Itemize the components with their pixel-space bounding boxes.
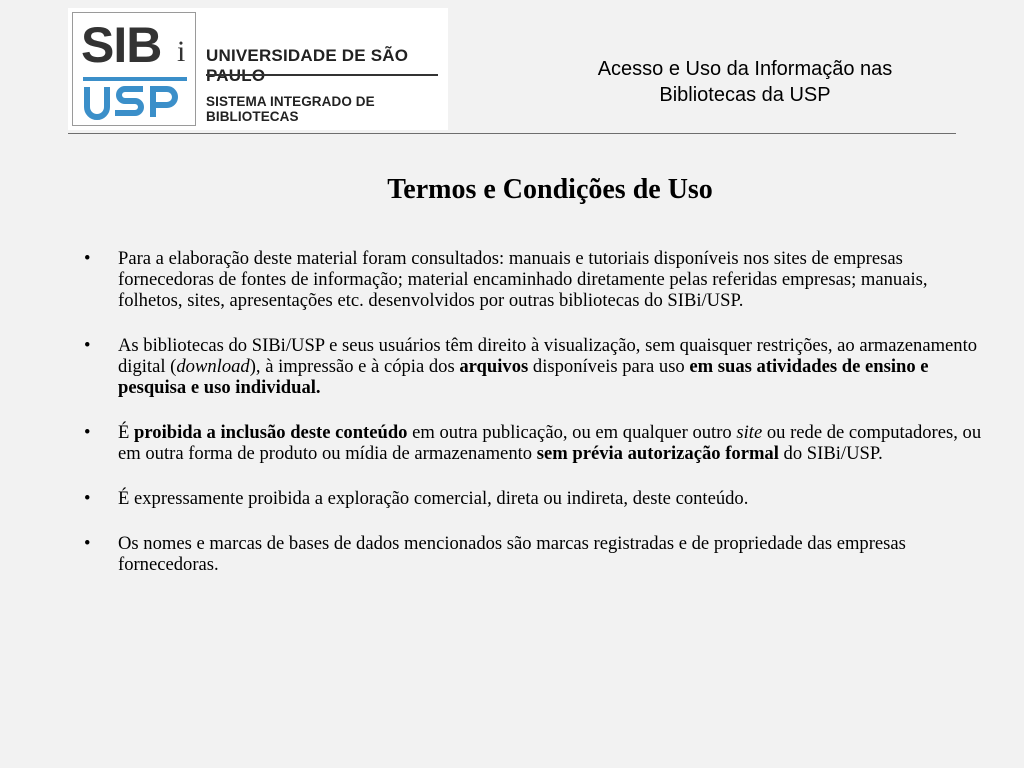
terms-list xyxy=(76,248,986,599)
bullet-marker: • xyxy=(84,488,91,509)
header-title-line2: Bibliotecas da USP xyxy=(659,84,831,106)
page-title: Termos e Condições de Uso xyxy=(387,174,713,205)
bullet-text-part: do SIBi/USP. xyxy=(778,443,883,464)
bullet-text-part: É xyxy=(118,422,135,443)
bullet-text: É expressamente proibida a exploração comercial, direta ou indireta, deste conteúdo. xyxy=(118,488,749,509)
usp-logo-icon xyxy=(83,77,187,121)
bullet-text-part: As bibliotecas do SIBi/USP e seus usuários têm direito à visualização, sem quaisquer restrições, ao armazenamento digital ( xyxy=(118,335,978,377)
bullet-bold: proibida a inclusão deste conteúdo xyxy=(134,422,408,443)
bullet-text xyxy=(118,335,977,398)
bullet-bold: em suas atividades de ensino e pesquisa e uso individual. xyxy=(118,356,929,398)
bullet-marker: • xyxy=(84,335,91,356)
university-name: UNIVERSIDADE DE SÃO xyxy=(206,46,409,65)
sibi-usp-logo xyxy=(68,8,448,130)
bullet-marker: • xyxy=(84,422,91,443)
list-item xyxy=(76,488,986,509)
bullet-text: Os nomes e marcas de bases de dados mencionados são marcas registradas e de propriedade das empresas fornecedoras. xyxy=(118,533,906,575)
bullet-italic: site xyxy=(736,422,763,443)
header-title-line1: Acesso e Uso da Informação nas xyxy=(597,58,893,80)
header-divider xyxy=(68,133,956,134)
bullet-bold: arquivos xyxy=(459,356,529,377)
bullet-marker: • xyxy=(84,248,91,269)
bullet-marker: • xyxy=(84,533,91,554)
list-item xyxy=(76,248,986,311)
system-name: SISTEMA INTEGRADO DE BIBLIOTECAS xyxy=(206,94,375,124)
list-item xyxy=(76,335,986,398)
bullet-text-part: em outra publicação, ou em qualquer outro xyxy=(407,422,737,443)
bullet-text-part: disponíveis para uso xyxy=(528,356,690,377)
logo-i-text: i xyxy=(177,35,186,68)
bullet-text: Para a elaboração deste material foram consultados: manuais e tutoriais disponíveis nos sites de empresas fornecedoras de fontes de informação; material encaminhado diretamente pelas referidas empresas; manuais, folhetos, sites, apresentações etc. desenvolvidos por outras bibliotecas do SIBi/USP. xyxy=(118,248,928,311)
bullet-text-part: ou rede de computadores, ou em outra forma de produto ou mídia de armazenamento xyxy=(118,422,982,464)
bullet-bold: sem prévia autorização formal xyxy=(536,443,779,464)
logo-wordmark xyxy=(206,46,448,124)
header-title xyxy=(520,56,970,108)
list-item xyxy=(76,422,986,464)
logo-sib-text: SIB xyxy=(81,17,162,73)
logo-emblem xyxy=(72,12,196,126)
logo-divider xyxy=(206,74,438,76)
bullet-italic: download xyxy=(176,356,250,377)
bullet-text-part: ), à impressão e à cópia dos xyxy=(249,356,460,377)
bullet-text xyxy=(118,422,981,464)
list-item xyxy=(76,533,986,575)
